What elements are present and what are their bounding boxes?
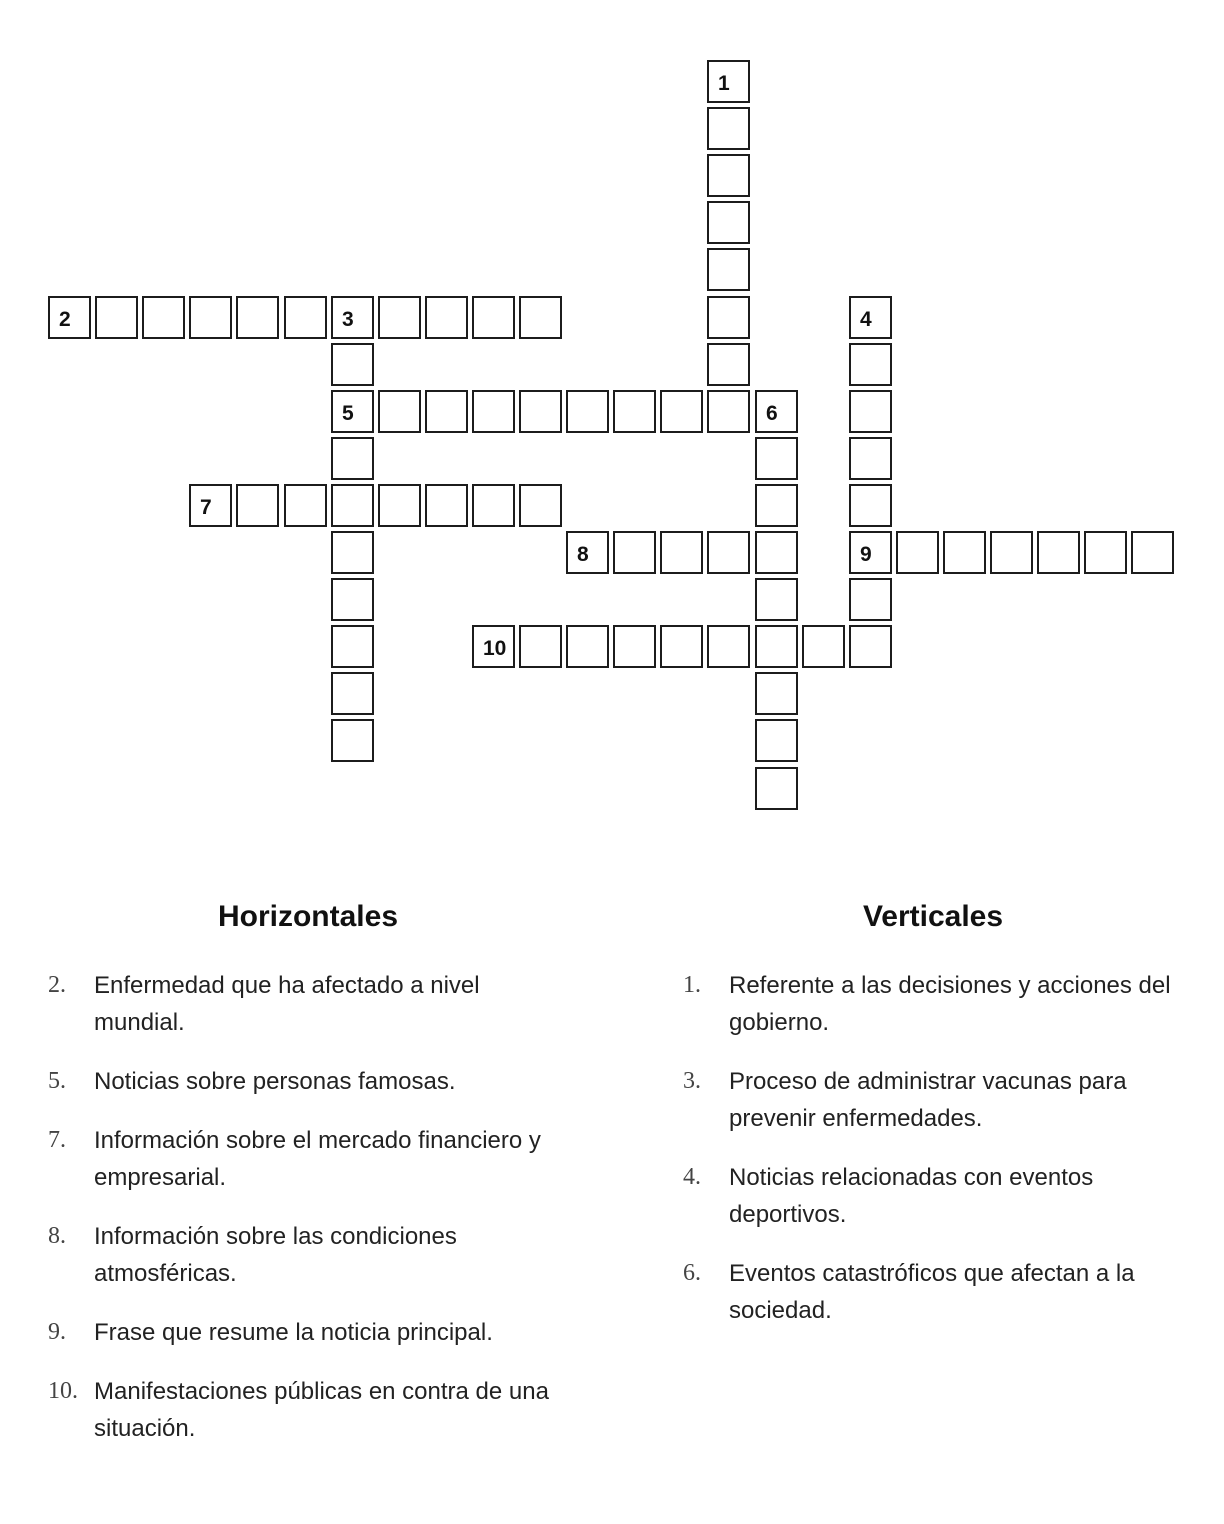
clue-number: 4.	[683, 1164, 701, 1190]
clue-number: 1.	[683, 972, 701, 998]
crossword-cell[interactable]	[1037, 531, 1080, 574]
cell-number: 3	[342, 308, 354, 331]
crossword-cell[interactable]	[613, 625, 656, 668]
crossword-cell[interactable]	[331, 531, 374, 574]
crossword-cell[interactable]	[472, 390, 515, 433]
vertical-clues	[683, 895, 1183, 1351]
crossword-cell[interactable]	[48, 296, 91, 339]
crossword-cell[interactable]	[425, 296, 468, 339]
crossword-cell[interactable]	[849, 390, 892, 433]
crossword-cell[interactable]	[755, 767, 798, 810]
crossword-cell[interactable]	[849, 578, 892, 621]
cell-number: 10	[483, 637, 507, 660]
crossword-cell[interactable]	[331, 719, 374, 762]
clue-number: 8.	[48, 1223, 66, 1249]
clue-item	[48, 967, 568, 1041]
crossword-cell[interactable]	[849, 343, 892, 386]
crossword-cell[interactable]	[943, 531, 986, 574]
cell-number: 2	[59, 308, 71, 331]
cell-number: 8	[577, 543, 589, 566]
crossword-cell[interactable]	[189, 484, 232, 527]
crossword-cell[interactable]	[849, 625, 892, 668]
crossword-cell[interactable]	[1084, 531, 1127, 574]
cell-number: 9	[860, 543, 872, 566]
crossword-cell[interactable]	[236, 484, 279, 527]
horizontal-clue-list	[48, 967, 568, 1447]
crossword-cell[interactable]	[519, 296, 562, 339]
crossword-cell[interactable]	[802, 625, 845, 668]
crossword-cell[interactable]	[707, 107, 750, 150]
horizontal-heading: Horizontales	[217, 900, 399, 933]
clue-text: Información sobre el mercado financiero y empresarial.	[94, 1127, 541, 1191]
crossword-cell[interactable]	[425, 484, 468, 527]
crossword-cell[interactable]	[990, 531, 1033, 574]
crossword-cell[interactable]	[566, 390, 609, 433]
crossword-cell[interactable]	[849, 437, 892, 480]
cell-number: 4	[860, 308, 872, 331]
clue-item	[683, 967, 1183, 1041]
horizontal-clues	[48, 895, 568, 1469]
clue-text: Eventos catastróficos que afectan a la sociedad.	[729, 1260, 1135, 1324]
clue-item	[48, 1063, 568, 1100]
crossword-cell[interactable]	[707, 531, 750, 574]
crossword-cell[interactable]	[755, 437, 798, 480]
crossword-cell[interactable]	[189, 296, 232, 339]
clue-text: Frase que resume la noticia principal.	[94, 1319, 493, 1346]
crossword-cell[interactable]	[660, 390, 703, 433]
crossword-cell[interactable]	[566, 625, 609, 668]
clue-number: 5.	[48, 1068, 66, 1094]
clue-number: 10.	[48, 1378, 78, 1404]
crossword-cell[interactable]	[660, 531, 703, 574]
crossword-cell[interactable]	[1131, 531, 1174, 574]
crossword-cell[interactable]	[755, 531, 798, 574]
crossword-cell[interactable]	[472, 296, 515, 339]
crossword-cell[interactable]	[425, 390, 468, 433]
crossword-cell[interactable]	[755, 390, 798, 433]
clue-item	[683, 1255, 1183, 1329]
crossword-cell[interactable]	[849, 296, 892, 339]
crossword-cell[interactable]	[284, 484, 327, 527]
crossword-cell[interactable]	[331, 296, 374, 339]
crossword-cell[interactable]	[707, 201, 750, 244]
crossword-cell[interactable]	[472, 625, 515, 668]
clue-item	[48, 1122, 568, 1196]
crossword-cell[interactable]	[95, 296, 138, 339]
crossword-cell[interactable]	[755, 672, 798, 715]
cell-number: 6	[766, 402, 778, 425]
clue-text: Noticias relacionadas con eventos deportivos.	[729, 1164, 1094, 1228]
clue-text: Noticias sobre personas famosas.	[94, 1068, 456, 1095]
clue-item	[683, 1159, 1183, 1233]
cell-number: 1	[718, 72, 730, 95]
crossword-cell[interactable]	[849, 531, 892, 574]
crossword-cell[interactable]	[896, 531, 939, 574]
crossword-cell[interactable]	[378, 296, 421, 339]
clue-text: Referente a las decisiones y acciones del gobierno.	[729, 972, 1171, 1036]
crossword-cell[interactable]	[707, 60, 750, 103]
crossword-cell[interactable]	[378, 484, 421, 527]
crossword-cell[interactable]	[849, 484, 892, 527]
clue-number: 7.	[48, 1127, 66, 1153]
crossword-cell[interactable]	[613, 531, 656, 574]
crossword-cell[interactable]	[707, 390, 750, 433]
crossword-cell[interactable]	[755, 484, 798, 527]
crossword-cell[interactable]	[707, 343, 750, 386]
crossword-cell[interactable]	[331, 437, 374, 480]
crossword-cell[interactable]	[566, 531, 609, 574]
crossword-cell[interactable]	[613, 390, 656, 433]
crossword-cell[interactable]	[519, 484, 562, 527]
crossword-cell[interactable]	[331, 625, 374, 668]
crossword-cell[interactable]	[519, 390, 562, 433]
crossword-cell[interactable]	[519, 625, 562, 668]
crossword-cell[interactable]	[755, 625, 798, 668]
clue-text: Enfermedad que ha afectado a nivel mundial.	[94, 972, 480, 1036]
cell-number: 5	[342, 402, 354, 425]
crossword-cell[interactable]	[378, 390, 421, 433]
crossword-cell[interactable]	[707, 248, 750, 291]
cell-number: 7	[200, 496, 212, 519]
clue-number: 9.	[48, 1319, 66, 1345]
clue-item	[683, 1063, 1183, 1137]
crossword-cell[interactable]	[331, 390, 374, 433]
crossword-cell[interactable]	[236, 296, 279, 339]
clue-item	[48, 1314, 568, 1351]
clue-text: Información sobre las condiciones atmosféricas.	[94, 1223, 457, 1287]
clue-number: 6.	[683, 1260, 701, 1286]
crossword-cell[interactable]	[331, 578, 374, 621]
clue-item	[48, 1373, 568, 1447]
crossword-cell[interactable]	[755, 719, 798, 762]
crossword-cell[interactable]	[284, 296, 327, 339]
clue-item	[48, 1218, 568, 1292]
crossword-cell[interactable]	[755, 578, 798, 621]
crossword-cell[interactable]	[331, 484, 374, 527]
crossword-cell[interactable]	[331, 672, 374, 715]
crossword-cell[interactable]	[707, 296, 750, 339]
clue-number: 2.	[48, 972, 66, 998]
clue-text: Proceso de administrar vacunas para prevenir enfermedades.	[729, 1068, 1127, 1132]
crossword-cell[interactable]	[472, 484, 515, 527]
crossword-cell[interactable]	[331, 343, 374, 386]
crossword-cell[interactable]	[707, 154, 750, 197]
crossword-cell[interactable]	[660, 625, 703, 668]
vertical-heading: Verticales	[862, 900, 1004, 933]
vertical-clue-list	[683, 967, 1183, 1329]
crossword-cell[interactable]	[142, 296, 185, 339]
crossword-cell[interactable]	[707, 625, 750, 668]
clue-text: Manifestaciones públicas en contra de una situación.	[94, 1378, 549, 1442]
clue-number: 3.	[683, 1068, 701, 1094]
